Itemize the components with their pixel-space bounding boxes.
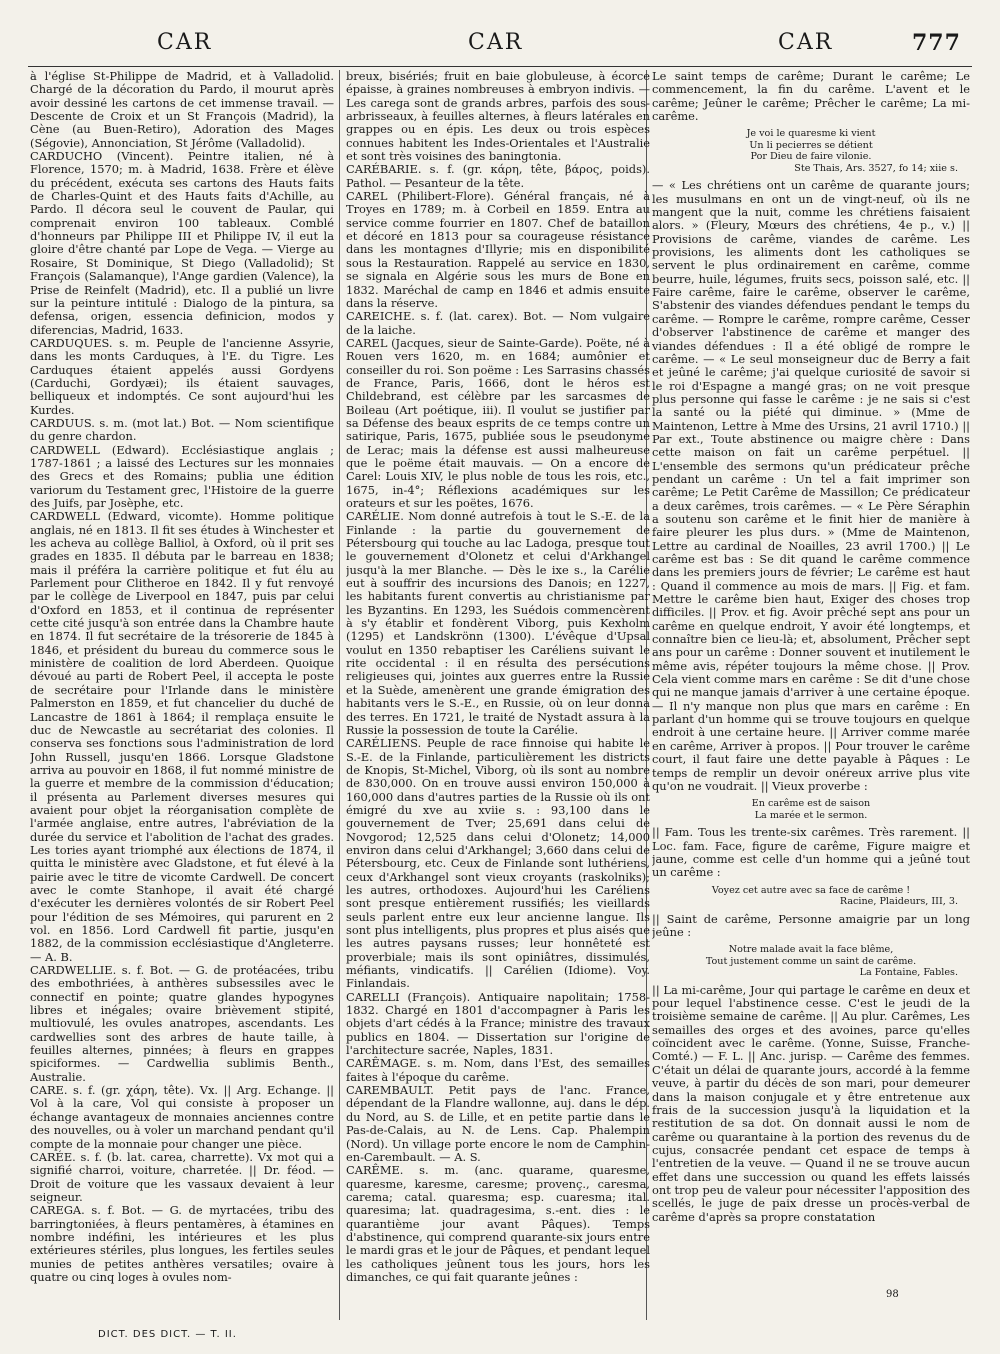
verse-line: En carême est de saison — [751, 798, 871, 810]
entry-paragraph: CARÉLIE. Nom donné autrefois à tout le S.-E. de la Finlande : la partie du gouvernement de Pétersbourg qui touche au lac Ladoga, presque tout le gouvernement d'Olonetz et celui d'Arkhangel jusqu'à la mer Blanche. — Dès le ixe s., la Carélie eut à souffrir des incursions des Danois; en 1227, les habitants furent convertis au christianisme par les Byzantins. En 1293, les Suédois commencèrent à s'y établir et fondèrent Viborg, puis Kexholm (1295) et Landskrönn (1300). L'évêque d'Upsal voulut en 1350 rebaptiser les Caréliens suivant le rite occidental : il en résulta des persécutions religieuses qui, jointes aux guerres entre la Russie et la Suède, amenèrent une grande émigration des habitants vers le S.-E., en Russie, où on leur donna des terres. En 1721, le traité de Nystadt assura à la Russie la possession de toute la Carélie. — [346, 509, 650, 737]
verse-line: Tout justement comme un saint de carême. — [705, 955, 917, 967]
entry-paragraph: CARÉBARIE. s. f. (gr. κάρη, tête, βάρος, poids). Pathol. — Pesanteur de la tête. — [346, 162, 650, 190]
entry-paragraph: à l'église St-Philippe de Madrid, et à Valladolid. Chargé de la décoration du Pardo, il mourut après avoir dessiné les cartons de cet immense travail. — Descente de Croix et un St François (Madrid), la Cène (au Buen-Retiro), Adoration des Mages (Ségovie), Annonciation, St Jérôme (Valladolid). — [30, 70, 334, 150]
verse-line: La marée et le sermon. — [754, 809, 868, 821]
entry-paragraph: || Saint de carême, Personne amaigrie par un long jeûne : — [652, 911, 970, 939]
verse-quotation — [652, 128, 970, 174]
entry-paragraph: CARDUQUES. s. m. Peuple de l'ancienne Assyrie, dans les monts Carduques, à l'E. du Tigre. Les Carduques étaient appelés aussi Gordyens (Carduchi, Gordyæi); ils étaient sauvages, belliqueux et indomptés. Ce sont aujourd'hui les Kurdes. — [30, 335, 334, 417]
verse-line: Notre malade avait la face blême, — [728, 944, 894, 956]
column-middle — [346, 70, 650, 1328]
header-center-keyword: CAR — [468, 30, 524, 55]
entry-paragraph: CARÊMAGE. s. m. Nom, dans l'Est, des semailles faites à l'époque du carême. — [346, 1056, 650, 1084]
entry-paragraph: CARDWELL (Edward, vicomte). Homme politique anglais, né en 1813. Il fit ses études à Winchester et les acheva au collège Balliol, à Oxford, où il prit ses grades en 1835. Il débuta par le barreau en 1838; mais il préféra la carrière politique et fut élu au Parlement pour Clitheroe en 1842. Il y fut renvoyé par le collège de Liverpool en 1847, puis par celui d'Oxford en 1853, et il continua de représenter cette cité jusqu'à son entrée dans la Chambre haute en 1874. Il fut secrétaire de la trésorerie de 1845 à 1846, et président du bureau du commerce sous le ministère de coalition de lord Aberdeen. Quoique dévoué au parti de Robert Peel, il accepta le poste de secrétaire pour l'Irlande dans le ministère Palmerston en 1859, et fut chancelier du duché de Lancastre de 1861 à 1864; il remplaça ensuite le duc de Newcastle au secrétariat des colonies. Il conserva ses fonctions sous l'administration de lord John Russell, jusqu'en 1866. Lorsque Gladstone arriva au pouvoir en 1868, il fut nommé ministre de la guerre et membre de la commission d'éducation; il présenta au Parlement diverses mesures qui avaient pour objet la réorganisation complète de l'armée anglaise, entre autres, l'abréviation de la durée du service et l'abolition de l'achat des grades. Les tories ayant triomphé aux élections de 1874, il quitta le ministère avec Gladstone, et fut élevé à la pairie avec le titre de vicomte Cardwell. De concert avec le comte Stanhope, il avait été chargé d'exécuter les dernières volontés de sir Robert Peel pour l'édition de ses Mémoires, qui parurent en 2 vol. en 1856. Lord Cardwell fit partie, jusqu'en 1882, de la commission ecclésiastique d'Angleterre. — A. B. — [30, 509, 334, 964]
column-right — [652, 70, 970, 1328]
verse-line: Je voi le quaresme ki vient — [746, 128, 876, 140]
quotation-source: Ste Thais, Ars. 3527, fo 14; xiie s. — [794, 162, 958, 174]
verse-quotation — [652, 885, 970, 908]
entry-paragraph: Le saint temps de carême; Durant le carême; Le commencement, la fin du carême. L'avent et le carême; Jeûner le carême; Prêcher le carême; La mi-carême. — [652, 70, 970, 124]
page-number: 777 — [912, 30, 961, 56]
signature-number: 98 — [886, 1289, 899, 1300]
verse-line: Voyez cet autre avec sa face de carême ! — [711, 884, 911, 896]
entry-paragraph: CAREMBAULT. Petit pays de l'anc. France, dépendant de la Flandre wallonne, auj. dans le dép. du Nord, au S. de Lille, et en petite partie dans le Pas-de-Calais, au N. de Lens. Cap. Phalempin (Nord). Un village porte encore le nom de Camphin-en-Carembault. — A. S. — [346, 1083, 650, 1164]
header-rule — [28, 66, 972, 67]
quotation-source: La Fontaine, Fables. — [859, 967, 958, 979]
entry-paragraph: CARELLI (François). Antiquaire napolitain; 1758-1832. Chargé en 1801 d'accompagner à Paris les objets d'art cédés à la France; ministre des travaux publics en 1804. — Dissertation sur l'origine de l'architecture sacrée, Naples, 1831. — [346, 989, 650, 1058]
verse-quotation — [652, 798, 970, 821]
verse-line: Un li pecierres se détient — [749, 139, 873, 151]
column-divider — [339, 70, 340, 1320]
entry-paragraph: breux, bisériés; fruit en baie globuleuse, à écorce épaisse, à graines nombreuses à embryon indivis. — Les carega sont de grands arbres, parfois des sous-arbrisseaux, à feuilles alternes, à fleurs latérales en grappes ou en épis. Les deux ou trois espèces connues habitent les Indes-Orientales et l'Australie et sont très voisines des baningtonia. — [346, 70, 650, 164]
entry-paragraph: CARE. s. f. (gr. χάρη, tête). Vx. || Arg. Echange. || Vol à la care, Vol qui consiste à proposer un échange avantageux de monnaies anciennes contre des nouvelles, ou à voler un marchand pendant qu'il compte de la monnaie pour changer une pièce. — [30, 1083, 334, 1151]
header-right-keyword: CAR — [778, 30, 834, 55]
running-header — [0, 30, 1000, 64]
entry-paragraph: || Fam. Tous les trente-six carêmes. Très rarement. || Loc. fam. Face, figure de carême, Figure maigre et jaune, comme est celle d'un homme qui a jeûné tout un carême : — [652, 825, 970, 880]
entry-paragraph: CAREICHE. s. f. (lat. carex). Bot. — Nom vulgaire de la laiche. — [346, 309, 650, 337]
header-left-keyword: CAR — [157, 30, 213, 55]
entry-paragraph: CAREGA. s. f. Bot. — G. de myrtacées, tribu des barringtoniées, à fleurs pentamères, à étamines en nombre indéfini, les intérieures et les plus extérieures stériles, plus longues, les fertiles seules munies de petites anthères versatiles; ovaire à quatre ou cinq loges à ovules nom- — [30, 1203, 334, 1284]
entry-paragraph: CARÉLIENS. Peuple de race finnoise qui habite le S.-E. de la Finlande, particulièrement les districts de Knopis, St-Michel, Viborg, où ils sont au nombre de 830,000. On en trouve aussi environ 150,000 à 160,000 dans d'autres parties de la Russie où ils ont émigré du xve au xviie s. : 93,100 dans le gouvernement de Tver; 25,691 dans celui de Novgorod; 12,525 dans celui d'Olonetz; 14,000 environ dans celui d'Arkhangel; 3,660 dans celui de Pétersbourg, etc. Ceux de Finlande sont luthériens, ceux d'Arkhangel sont vieux croyants (raskolniks); les autres, orthodoxes. Aujourd'hui les Caréliens sont presque entièrement russifiés; les vieillards seuls parlent entre eux leur ancienne langue. Ils sont plus intelligents, plus propres et plus aisés que les autres paysans russes; leur honnêteté est proverbiale; mais ils sont opiniâtres, dissimulés, méfiants, vindicatifs. || Carélien (Idiome). Voy. Finlandais. — [346, 736, 650, 991]
entry-paragraph: CARDWELL (Edward). Ecclésiastique anglais ; 1787-1861 ; a laissé des Lectures sur les monnaies des Grecs et des Romains; publia une édition variorum du Testament grec, l'Histoire de la guerre des Juifs, par Josèphe, etc. — [30, 442, 334, 510]
entry-paragraph: CARDUUS. s. m. (mot lat.) Bot. — Nom scientifique du genre chardon. — [30, 415, 334, 444]
verse-quotation — [652, 944, 970, 979]
entry-paragraph: CARÉE. s. f. (b. lat. carea, charrette). Vx mot qui a signifié charroi, voiture, charretée. || Dr. féod. — Droit de voiture que les vassaux devaient à leur seigneur. — [30, 1149, 334, 1204]
entry-paragraph: CAREL (Jacques, sieur de Sainte-Garde). Poëte, né à Rouen vers 1620, m. en 1684; aumônier et conseiller du roi. Son poëme : Les Sarrasins chassés de France, Paris, 1666, dont le héros est Childebrand, est célèbre par les sarcasmes de Boileau (Art poétique, iii). Il voulut se justifier par sa Défense des beaux esprits de ce temps contre un satirique, Paris, 1675, publiée sous le pseudonyme de Lerac; mais la défense est aussi malheureuse que le poëme était mauvais. — On a encore de Carel: Louis XIV, le plus noble de tous les rois, etc., 1675, in-4°; Réflexions académiques sur les orateurs et sur les poëtes, 1676. — [346, 335, 650, 510]
column-left — [30, 70, 334, 1328]
entry-paragraph: CAREL (Philibert-Flore). Général français, né à Troyes en 1789; m. à Corbeil en 1859. Entra au service comme fourrier en 1807. Chef de bataillon et décoré en 1813 pour sa courageuse résistance dans les montagnes d'Illyrie; mis en disponibilité sous la Restauration. Rappelé au service en 1830, se signala en Algérie sous les murs de Bone en 1832. Maréchal de camp en 1846 et admis ensuite dans la réserve. — [346, 189, 650, 310]
entry-paragraph: CARDWELLIE. s. f. Bot. — G. de protéacées, tribu des embothriées, à anthères subsessiles avec le connectif en pointe; quatre glandes hypogynes libres et inégales; ovaire brièvement stipité, multiovulé, les ovules anatropes, ascendants. Les cardwellies sont des arbres de haute taille, à feuilles alternes, pinnées; à fleurs en grappes spiciformes. — Cardwellia sublimis Benth., Australie. — [30, 963, 334, 1084]
entry-paragraph: || La mi-carême, Jour qui partage le carême en deux et pour lequel l'abstinence cesse. C'est le jeudi de la troisième semaine de carême. || Au plur. Carêmes, Les semailles des orges et des avoines, parce qu'elles coïncident avec le carême. (Yonne, Suisse, Franche-Comté.) — F. L. || Anc. jurisp. — Carême des femmes. C'était un délai de quarante jours, accordé à la femme veuve, à partir du décès de son mari, pour demeurer dans la maison conjugale et y être entretenue aux frais de la succession jusqu'à la liquidation et la restitution de sa dot. On donnait aussi le nom de carême ou quarantaine à la portion des revenus du de cujus, consacrée pendant cet espace de temps à l'entretien de la veuve. — Quand il ne se trouve aucun effet dans une succession ou quand les effets laissés ont trop peu de valeur pour nécessiter l'apposition des scellés, le juge de paix dresse un procès-verbal de carême d'après sa propre constatation — [652, 982, 970, 1224]
signature-mark: DICT. DES DICT. — T. II. — [98, 1329, 237, 1340]
verse-line: Por Dieu de faire vilonie. — [750, 151, 872, 163]
entry-paragraph: — « Les chrétiens ont un carême de quarante jours; les musulmans en ont un de vingt-neuf, où ils ne mangent que la nuit, comme les chrétiens faisaient alors. » (Fleury, Mœurs des chrétiens, 4e p., v.) || Provisions de carême, viandes de carême. Les provisions, les aliments dont les catholiques se servent le plus ordinairement en carême, comme beurre, huile, légumes, fruits secs, poisson salé, etc. || Faire carême, faire le carême, observer le carême, S'abstenir des viandes défendues pendant le temps du carême. — Rompre le carême, rompre carême, Cesser d'observer l'abstinence de carême et manger des viandes défendues : Il a été obligé de rompre le carême. — « Le seul monseigneur duc de Berry a fait et jeûné le carême; j'ai quelque curiosité de savoir si le roi d'Espagne a mangé gras; on ne voit presque plus personne qui fasse le carême : je ne sais si c'est la santé ou la piété qui diminue. » (Mme de Maintenon, Lettre à Mme des Ursins, 21 avril 1710.) || Par ext., Toute abstinence ou maigre chère : Dans cette maison on fait un carême perpétuel. || L'ensemble des sermons qu'un prédicateur prêche pendant un carême : Un tel a fait imprimer son carême; Le Petit Carême de Massillon; Ce prédicateur a deux carêmes, trois carêmes. — « Le Père Séraphin a soutenu son carême et le finit hier de manière à faire pleurer les plus durs. » (Mme de Maintenon, Lettre au cardinal de Noailles, 23 avril 1700.) || Le carême est bas : Se dit quand le carême commence dans les premiers jours de février; Le carême est haut : Quand il commence au mois de mars. || Fig. et fam. Mettre le carême bien haut, Exiger des choses trop difficiles. || Prov. et fig. Avoir prêché sept ans pour un carême en quelque endroit, Y avoir été longtemps, et connaître bien ce lieu-là; et, absolument, Prêcher sept ans pour un carême : Donner souvent et inutilement le même avis, répéter toujours la même chose. || Prov. Cela vient comme mars en carême : Se dit d'une chose qui ne manque jamais d'arriver à une certaine époque. — Il n'y manque non plus que mars en carême : En parlant d'un homme qui se trouve toujours en quelque endroit à une certaine heure. || Arriver comme marée en carême, Arriver à propos. || Pour trouver le carême court, il faut faire une dette payable à Pâques : Le temps de remplir un devoir onéreux arrive plus vite qu'on ne voudrait. || Vieux proverbe : — [652, 178, 970, 793]
entry-paragraph: CARDUCHO (Vincent). Peintre italien, né à Florence, 1570; m. à Madrid, 1638. Frère et élève du précédent, exécuta ses cartons des Hauts faits de Charles-Quint et des Hauts faits d'Achille, au Pardo. Il décora seul le couvent de Paular, qui comprenait environ 100 tableaux. Comblé d'honneurs par Philippe III et Philippe IV, il eut la gloire d'être chanté par Lope de Vega. — Vierge au Rosaire, St Dominique, St Diego (Valladolid); St François (Salamanque), l'Ange gardien (Valence), la Prise de Reinfelt (Madrid), etc. Il a publié un livre sur la peinture intitulé : Dialogo de la pintura, sa defensa, origen, essencia definicion, modos y diferencias, Madrid, 1633. — [30, 149, 334, 337]
entry-paragraph: CARÊME. s. m. (anc. quarame, quaresme, quaresme, karesme, caresme; provenç., caresma, carema; catal. quaresma; esp. cuaresma; ital. quaresima; lat. quadragesima, s.-ent. dies : le quarantième jour avant Pâques). Temps d'abstinence, qui comprend quarante-six jours entre le mardi gras et le jour de Pâques, et pendant lequel les catholiques jeûnent tous les jours, hors les dimanches, ce qui fait quarante jeûnes : — [346, 1163, 650, 1284]
quotation-source: Racine, Plaideurs, III, 3. — [839, 896, 958, 908]
